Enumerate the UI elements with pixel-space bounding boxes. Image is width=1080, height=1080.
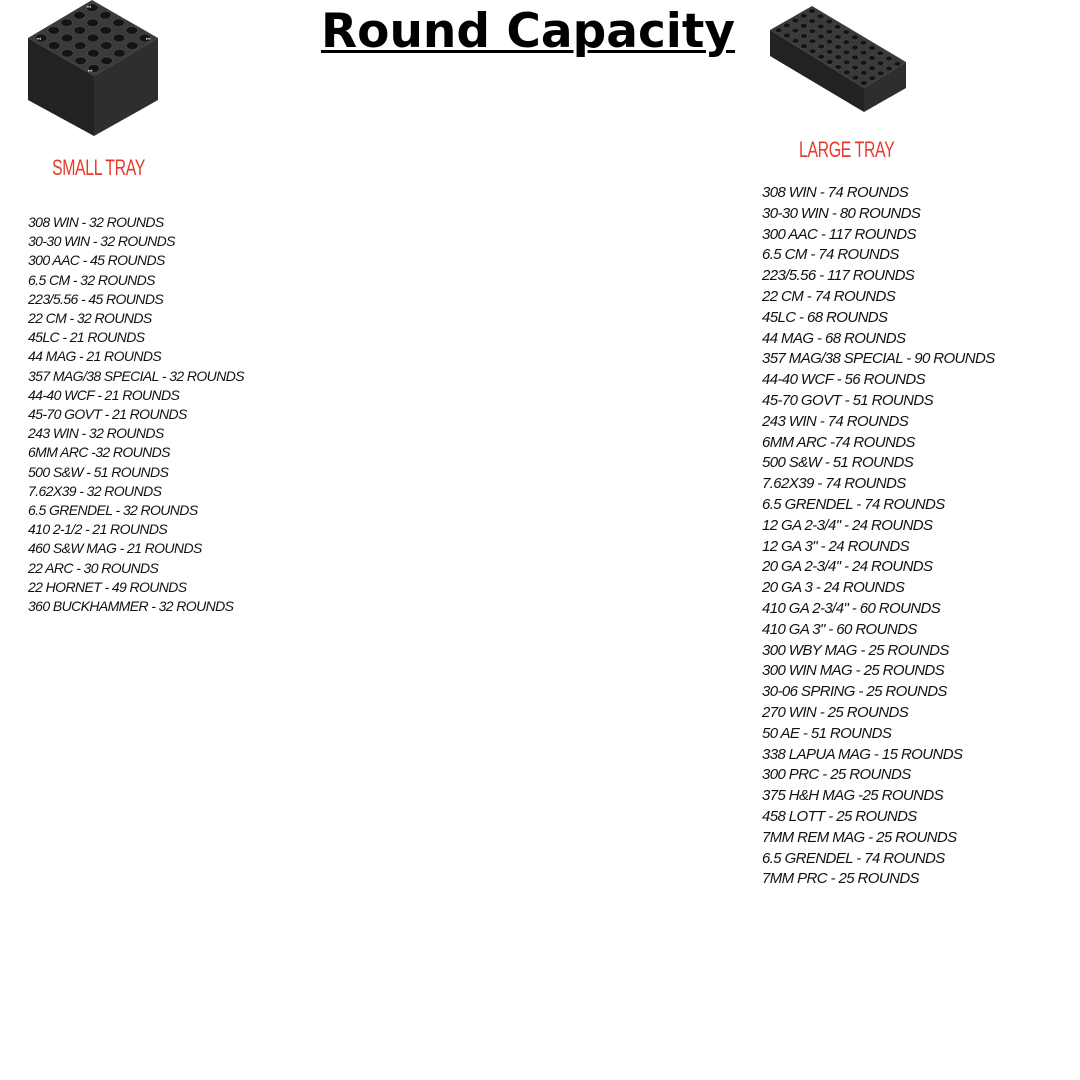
- capacity-list-item: 6.5 CM - 32 ROUNDS: [28, 271, 155, 288]
- capacity-list-item: 6.5 CM - 74 ROUNDS: [762, 246, 899, 264]
- page-title: Round Capacity: [320, 4, 736, 59]
- capacity-list-item: 6.5 GRENDEL - 32 ROUNDS: [28, 502, 198, 519]
- capacity-list-item: 300 AAC - 45 ROUNDS: [28, 252, 165, 269]
- capacity-list-item: 458 LOTT - 25 ROUNDS: [762, 807, 917, 825]
- capacity-list-item: 357 MAG/38 SPECIAL - 90 ROUNDS: [762, 350, 995, 368]
- small-ammo-tray-icon: [26, 0, 162, 140]
- capacity-list-item: 243 WIN - 32 ROUNDS: [28, 425, 164, 442]
- capacity-list-item: 360 BUCKHAMMER - 32 ROUNDS: [28, 598, 234, 615]
- capacity-list-item: 500 S&W - 51 ROUNDS: [762, 454, 914, 472]
- capacity-list-item: 45-70 GOVT - 21 ROUNDS: [28, 406, 187, 423]
- capacity-list-item: 270 WIN - 25 ROUNDS: [762, 703, 909, 721]
- capacity-list-item: 22 CM - 32 ROUNDS: [28, 310, 152, 327]
- capacity-list-item: 357 MAG/38 SPECIAL - 32 ROUNDS: [28, 367, 244, 384]
- small-tray-capacity-list: [28, 213, 244, 616]
- capacity-list-item: 22 CM - 74 ROUNDS: [762, 287, 896, 305]
- capacity-list-item: 7MM PRC - 25 ROUNDS: [762, 870, 919, 888]
- large-tray-capacity-list: [762, 183, 995, 890]
- svg-text:▸▸: ▸▸: [146, 36, 152, 42]
- capacity-list-item: 300 PRC - 25 ROUNDS: [762, 766, 911, 784]
- capacity-list-item: 300 AAC - 117 ROUNDS: [762, 225, 916, 243]
- svg-text:◂◂: ◂◂: [36, 36, 42, 42]
- capacity-list-item: 7.62X39 - 32 ROUNDS: [28, 482, 162, 499]
- capacity-list-item: 20 GA 3 - 24 ROUNDS: [762, 579, 905, 597]
- capacity-list-item: 300 WIN MAG - 25 ROUNDS: [762, 662, 945, 680]
- capacity-list-item: 6.5 GRENDEL - 74 ROUNDS: [762, 849, 945, 867]
- capacity-list-item: 45-70 GOVT - 51 ROUNDS: [762, 391, 934, 409]
- capacity-list-item: 243 WIN - 74 ROUNDS: [762, 412, 909, 430]
- svg-text:▸▸: ▸▸: [88, 68, 94, 74]
- capacity-list-item: 410 2-1/2 - 21 ROUNDS: [28, 521, 168, 538]
- small-tray-label: SMALL TRAY: [52, 155, 145, 180]
- capacity-list-item: 44-40 WCF - 56 ROUNDS: [762, 371, 925, 389]
- capacity-list-item: 500 S&W - 51 ROUNDS: [28, 463, 169, 480]
- large-ammo-tray-icon: [768, 4, 912, 116]
- capacity-list-item: 223/5.56 - 45 ROUNDS: [28, 290, 164, 307]
- capacity-list-item: 410 GA 3" - 60 ROUNDS: [762, 620, 917, 638]
- large-tray-label: LARGE TRAY: [799, 137, 895, 162]
- capacity-list-item: 12 GA 2-3/4" - 24 ROUNDS: [762, 516, 933, 534]
- capacity-list-item: 7MM REM MAG - 25 ROUNDS: [762, 828, 957, 846]
- capacity-list-item: 22 ARC - 30 ROUNDS: [28, 559, 159, 576]
- capacity-list-item: 45LC - 21 ROUNDS: [28, 329, 145, 346]
- capacity-list-item: 45LC - 68 ROUNDS: [762, 308, 888, 326]
- capacity-list-item: 50 AE - 51 ROUNDS: [762, 724, 892, 742]
- capacity-list-item: 410 GA 2-3/4" - 60 ROUNDS: [762, 599, 941, 617]
- capacity-list-item: 44 MAG - 21 ROUNDS: [28, 348, 162, 365]
- capacity-list-item: 300 WBY MAG - 25 ROUNDS: [762, 641, 949, 659]
- capacity-list-item: 20 GA 2-3/4" - 24 ROUNDS: [762, 558, 933, 576]
- capacity-list-item: 30-30 WIN - 32 ROUNDS: [28, 233, 175, 250]
- capacity-list-item: 460 S&W MAG - 21 ROUNDS: [28, 540, 202, 557]
- capacity-list-item: 22 HORNET - 49 ROUNDS: [28, 578, 187, 595]
- capacity-list-item: 30-30 WIN - 80 ROUNDS: [762, 204, 921, 222]
- svg-text:◂◂: ◂◂: [86, 4, 92, 10]
- capacity-list-item: 7.62X39 - 74 ROUNDS: [762, 475, 906, 493]
- capacity-list-item: 6MM ARC -74 ROUNDS: [762, 433, 915, 451]
- capacity-list-item: 44-40 WCF - 21 ROUNDS: [28, 386, 180, 403]
- capacity-list-item: 338 LAPUA MAG - 15 ROUNDS: [762, 745, 963, 763]
- capacity-list-item: 223/5.56 - 117 ROUNDS: [762, 267, 915, 285]
- capacity-list-item: 44 MAG - 68 ROUNDS: [762, 329, 906, 347]
- capacity-list-item: 30-06 SPRING - 25 ROUNDS: [762, 683, 947, 701]
- capacity-list-item: 375 H&H MAG -25 ROUNDS: [762, 787, 944, 805]
- capacity-list-item: 308 WIN - 74 ROUNDS: [762, 184, 909, 201]
- capacity-list-item: 6.5 GRENDEL - 74 ROUNDS: [762, 495, 945, 513]
- capacity-list-item: 12 GA 3" - 24 ROUNDS: [762, 537, 909, 555]
- capacity-list-item: 308 WIN - 32 ROUNDS: [28, 214, 164, 230]
- capacity-list-item: 6MM ARC -32 ROUNDS: [28, 444, 170, 461]
